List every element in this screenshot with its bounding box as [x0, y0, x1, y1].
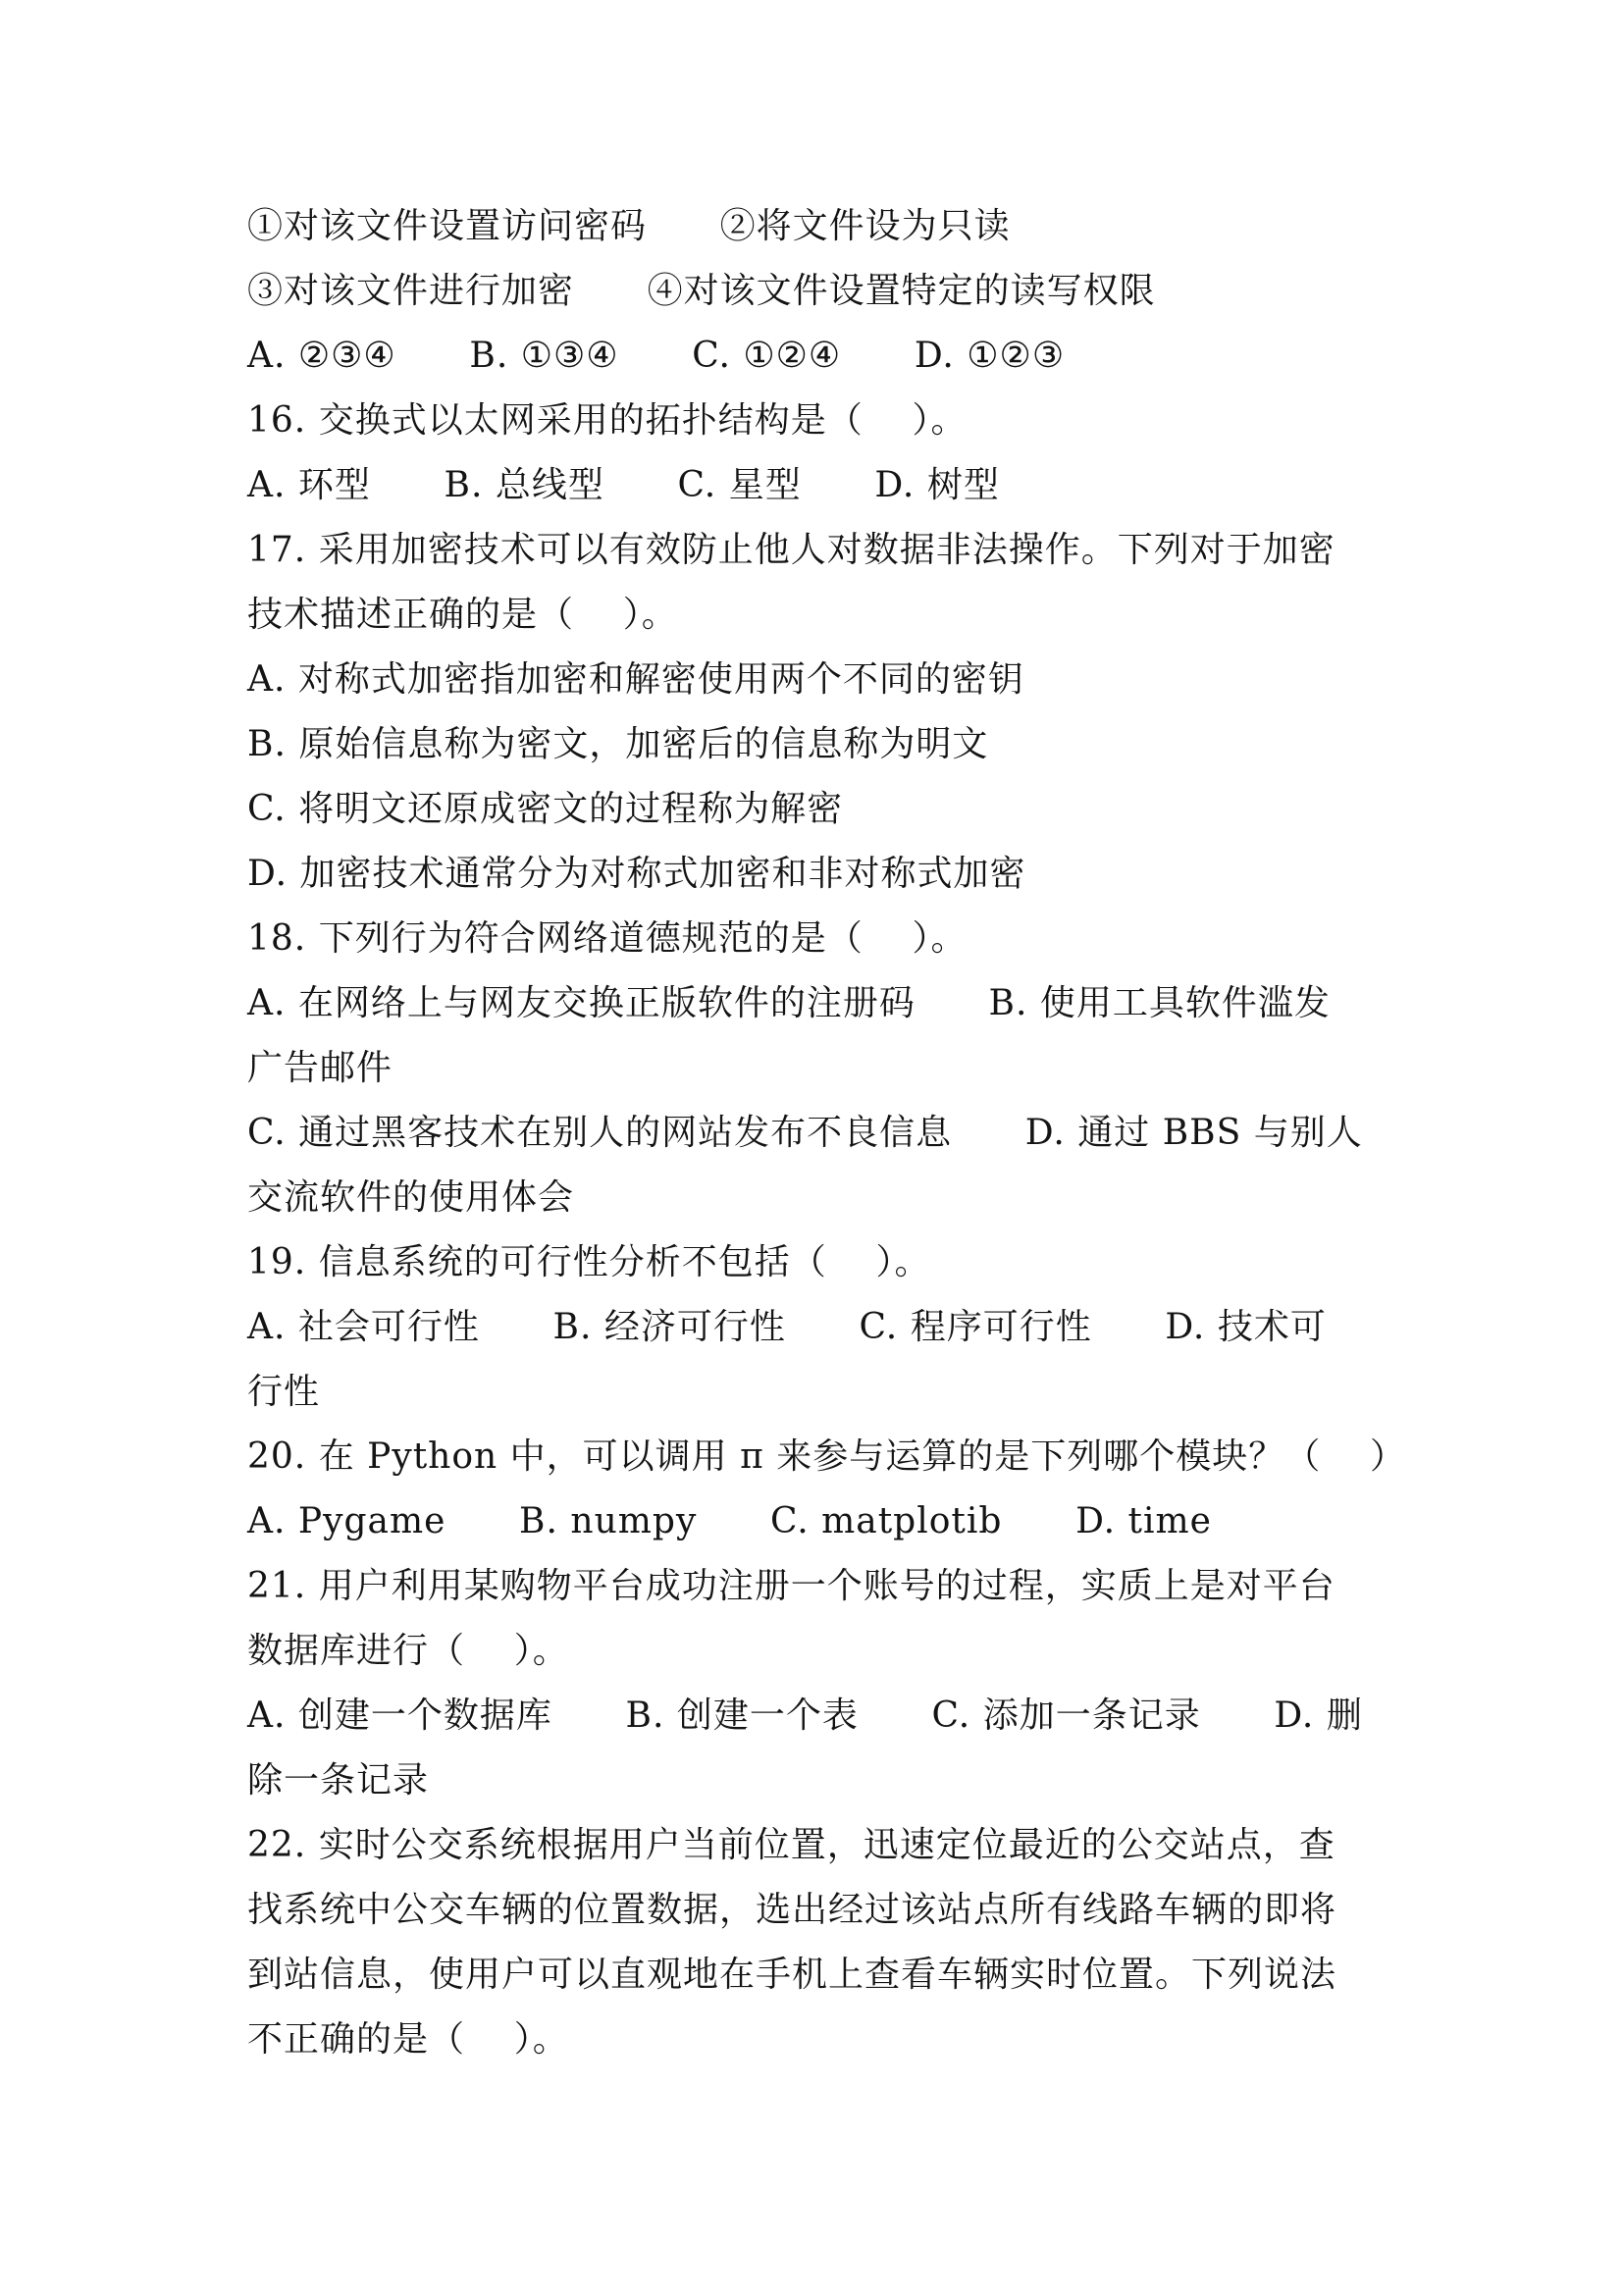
text-line: 19. 信息系统的可行性分析不包括（ ）。	[247, 1242, 931, 1282]
text-line: A. 社会可行性 B. 经济可行性 C. 程序可行性 D. 技术可	[247, 1307, 1327, 1347]
text-line: 广告邮件	[247, 1048, 393, 1088]
text-line: 不正确的是（ ）。	[247, 2019, 569, 2060]
text-line: C. 将明文还原成密文的过程称为解密	[247, 789, 844, 829]
text-line: 22. 实时公交系统根据用户当前位置，迅速定位最近的公交站点，查	[247, 1825, 1335, 1865]
text-line: C. 通过黑客技术在别人的网站发布不良信息 D. 通过 BBS 与别人	[247, 1113, 1363, 1153]
text-line: 找系统中公交车辆的位置数据，选出经过该站点所有线路车辆的即将	[247, 1890, 1337, 1930]
text-line: 数据库进行（ ）。	[247, 1631, 569, 1671]
text-line: ③对该文件进行加密 ④对该文件设置特定的读写权限	[247, 271, 1156, 311]
text-line: 21. 用户利用某购物平台成功注册一个账号的过程，实质上是对平台	[247, 1566, 1335, 1606]
text-line: 行性	[247, 1372, 321, 1412]
text-line: 16. 交换式以太网采用的拓扑结构是（ ）。	[247, 400, 968, 441]
text-line: A. 环型 B. 总线型 C. 星型 D. 树型	[247, 465, 1000, 505]
text-line: A. 创建一个数据库 B. 创建一个表 C. 添加一条记录 D. 删	[247, 1696, 1363, 1736]
text-line: 除一条记录	[247, 1760, 430, 1800]
text-line: 17. 采用加密技术可以有效防止他人对数据非法操作。下列对于加密	[247, 530, 1335, 570]
text-line: D. 加密技术通常分为对称式加密和非对称式加密	[247, 854, 1026, 894]
text-line: A. 对称式加密指加密和解密使用两个不同的密钥	[247, 659, 1024, 700]
text-line: 交流软件的使用体会	[247, 1177, 575, 1218]
text-line: A. 在网络上与网友交换正版软件的注册码 B. 使用工具软件滥发	[247, 983, 1331, 1023]
question-text-block	[247, 194, 1406, 2072]
text-line: B. 原始信息称为密文，加密后的信息称为明文	[247, 724, 989, 764]
text-line: 18. 下列行为符合网络道德规范的是（ ）。	[247, 918, 968, 959]
text-line: ①对该文件设置访问密码 ②将文件设为只读	[247, 206, 1011, 246]
text-line: 技术描述正确的是（ ）。	[247, 595, 678, 635]
text-line: 20. 在 Python 中，可以调用 π 来参与运算的是下列哪个模块？（ ）	[247, 1436, 1406, 1477]
text-line: A. Pygame B. numpy C. matplotib D. time	[247, 1501, 1212, 1541]
text-line: A. ②③④ B. ①③④ C. ①②④ D. ①②③	[247, 336, 1066, 376]
text-line: 到站信息，使用户可以直观地在手机上查看车辆实时位置。下列说法	[247, 1955, 1337, 1995]
